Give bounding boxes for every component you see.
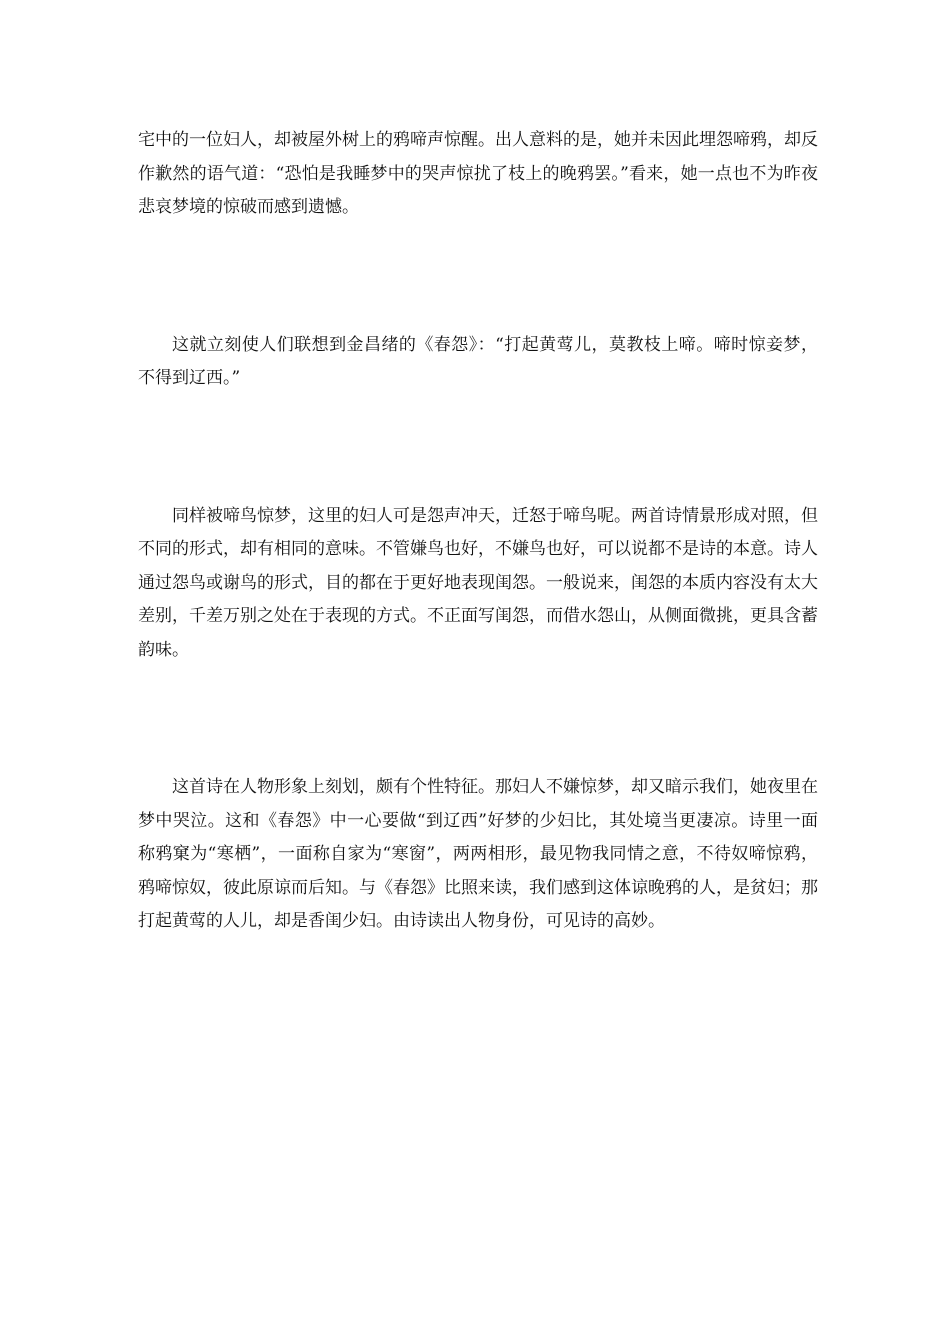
- paragraph-4: 这首诗在人物形象上刻划，颇有个性特征。那妇人不嫌惊梦，却又暗示我们，她夜里在梦中哭泣。这和《春怨》中一心要做“到辽西”好梦的少妇比，其处境当更凄凉。诗里一面称鸦窠为“寒栖”，一面称自家为“寒窗”，两两相形，最见物我同情之意，不待奴啼惊鸦，鸦啼惊奴，彼此原谅而后知。与《春怨》比照来读，我们感到这体谅晚鸦的人，是贫妇；那打起黄莺的人儿，却是香闺少妇。由诗读出人物身份，可见诗的高妙。: [138, 777, 818, 931]
- paragraph-3: 同样被啼鸟惊梦，这里的妇人可是怨声冲天，迁怒于啼鸟呢。两首诗情景形成对照，但不同的形式，却有相同的意味。不管嫌鸟也好，不嫌鸟也好，可以说都不是诗的本意。诗人通过怨鸟或谢鸟的形式，目的都在于更好地表现闺怨。一般说来，闺怨的本质内容没有太大差别，千差万别之处在于表现的方式。不正面写闺怨，而借水怨山，从侧面微挑，更具含蓄韵味。: [138, 505, 818, 660]
- paragraph-2: 这就立刻使人们联想到金昌绪的《春怨》：“打起黄莺儿，莫教枝上啼。啼时惊妾梦，不得到辽西。”: [138, 334, 818, 388]
- document-body: [138, 124, 818, 939]
- paragraph-1: 宅中的一位妇人，却被屋外树上的鸦啼声惊醒。出人意料的是，她并未因此埋怨啼鸦，却反作歉然的语气道：“恐怕是我睡梦中的哭声惊扰了枝上的晚鸦罢。”看来，她一点也不为昨夜悲哀梦境的惊破而感到遗憾。: [138, 130, 818, 217]
